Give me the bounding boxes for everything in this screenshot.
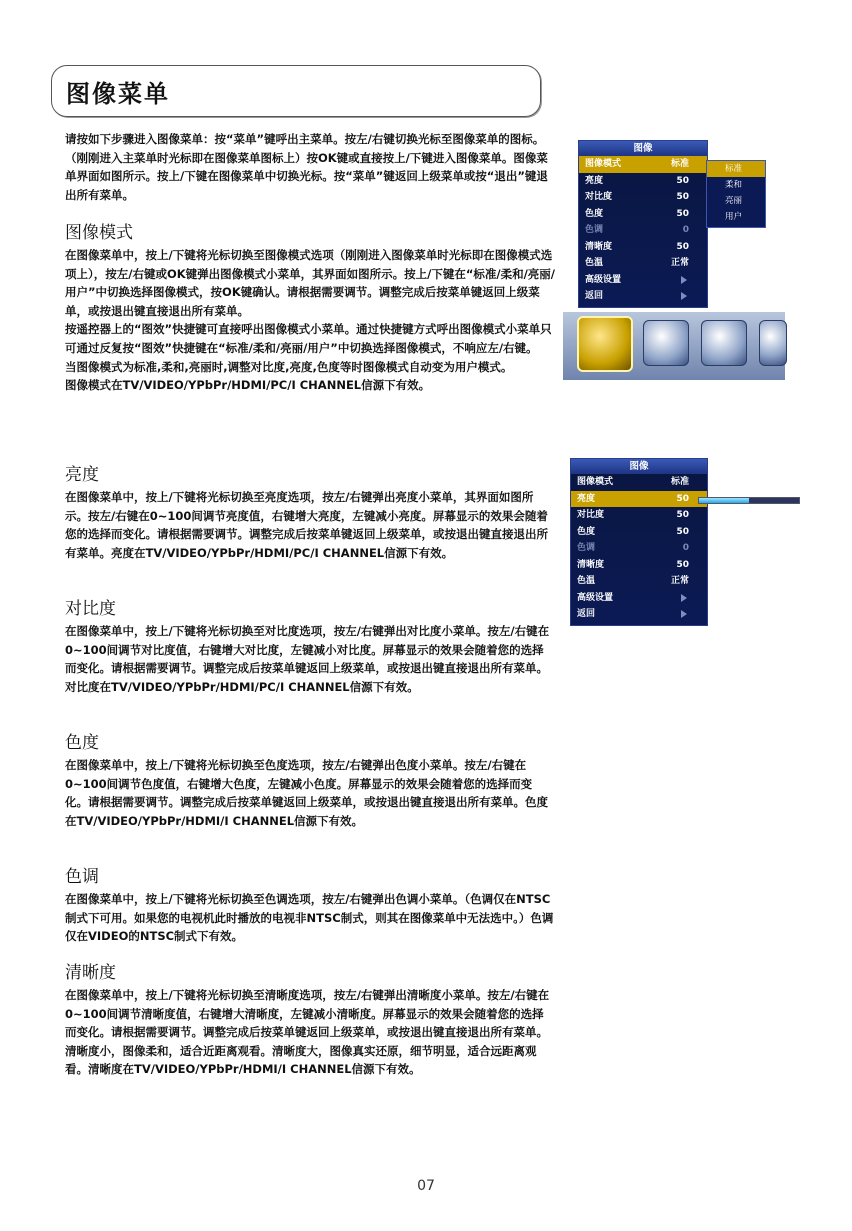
section-heading: 亮度: [65, 465, 99, 485]
menu-item-tint[interactable]: 色调 0: [585, 225, 689, 235]
section-paragraph: 在图像菜单中，按上/下键将光标切换至色调选项，按左/右键弹出色调小菜单。（色调仅在NTSC制式下可用。如果您的电视机此时播放的电视非NTSC制式，则其在图像菜单中无法选中。）色调仅在VIDEO的NTSC制式下有效。: [65, 892, 554, 944]
section-paragraph: 在图像菜单中，按上/下键将光标切换至亮度选项，按左/右键弹出亮度小菜单，其界面如图所示。按左/右键在0~100间调节亮度值，右键增大亮度，左键减小亮度。屏幕显示的效果会随着您的选择而变化。请根据需要调节。调整完成后按菜单键返回上级菜单，或按退出键直接退出所有菜单。亮度在TV/VIDEO/YPbPr/HDMI/PC/I CHANNEL信源下有效。: [65, 490, 548, 560]
menu-item-color[interactable]: 色度 50: [585, 208, 689, 219]
page-title: 图像菜单: [66, 79, 170, 108]
menu-item-picture-mode[interactable]: 图像模式 标准: [577, 477, 689, 487]
section-heading: 色度: [65, 733, 99, 753]
arrow-right-icon: [681, 292, 687, 300]
menu-item-color-temp[interactable]: 色温 正常: [585, 258, 689, 268]
section-paragraph: 在图像菜单中，按上/下键将光标切换至对比度选项，按左/右键弹出对比度小菜单。按左/右键在0~100间调节对比度值，右键增大对比度，左键减小对比度。屏幕显示的效果会随着您的选择而变化。请根据需要调节。调整完成后按菜单键返回上级菜单，或按退出键直接退出所有菜单。对比度在TV/VIDEO/YPbPr/HDMI/PC/I CHANNEL信源下有效。: [65, 624, 550, 694]
section-heading: 对比度: [65, 599, 116, 619]
brightness-slider[interactable]: [698, 497, 800, 504]
intro-text: 请按如下步骤进入图像菜单：按“菜单”键呼出主菜单。按左/右键切换光标至图像菜单的图标。（刚刚进入主菜单时光标即在图像菜单图标上）按OK键或直接按上/下键进入图像菜单。图像菜单界面如图所示。按上/下键在图像菜单中切换光标。按“菜单”键返回上级菜单或按“退出”键退出所有菜单。: [65, 132, 548, 202]
menu-item-back[interactable]: 返回: [579, 288, 707, 305]
section-paragraph: 当图像模式为标准,柔和,亮丽时,调整对比度,亮度,色度等时图像模式自动变为用户模式。: [65, 359, 513, 374]
menu-item-sharpness[interactable]: 清晰度 50: [577, 559, 689, 570]
picture-menu-brightness: [570, 458, 708, 626]
main-menu-icon-strip: [563, 312, 785, 380]
section-heading: 图像模式: [65, 223, 133, 243]
submenu-option-user[interactable]: 用户: [725, 212, 743, 222]
menu-item-color-temp[interactable]: 色温 正常: [577, 576, 689, 586]
setup-tools-icon[interactable]: [701, 320, 747, 366]
section-brightness: [65, 464, 555, 562]
section-sharpness: [65, 962, 555, 1079]
submenu-option-standard[interactable]: 标准: [707, 161, 765, 177]
section-paragraph: 图像模式在TV/VIDEO/YPbPr/HDMI/PC/I CHANNEL信源下有效。: [65, 378, 431, 393]
menu-title: 图像: [579, 141, 707, 156]
picture-tv-icon[interactable]: [577, 316, 633, 372]
submenu-option-soft[interactable]: 柔和: [725, 180, 743, 190]
section-paragraph: 按遥控器上的“图效”快捷键可直接呼出图像模式小菜单。通过快捷键方式呼出图像模式小菜单只可通过反复按“图效”快捷键在“标准/柔和/亮丽/用户”中切换选择图像模式，不响应左/右键。: [65, 322, 552, 355]
section-contrast: [65, 598, 555, 696]
submenu-option-bright[interactable]: 亮丽: [725, 196, 743, 206]
section-heading: 色调: [65, 867, 99, 887]
picture-menu-mode: [578, 140, 708, 308]
menu-item-back[interactable]: 返回: [571, 606, 707, 623]
sound-speaker-icon[interactable]: [643, 320, 689, 366]
menu-item-sharpness[interactable]: 清晰度 50: [585, 241, 689, 252]
section-paragraph: 在图像菜单中，按上/下键将光标切换至色度选项，按左/右键弹出色度小菜单。按左/右键在0~100间调节色度值，右键增大色度，左键减小色度。屏幕显示的效果会随着您的选择而变化。请根据需要调节。调整完成后按菜单键返回上级菜单，或按退出键直接退出所有菜单。色度在TV/VIDEO/YPbPr/HDMI/I CHANNEL信源下有效。: [65, 758, 548, 828]
page-title-box: [51, 65, 541, 117]
arrow-right-icon: [681, 276, 687, 284]
section-tint: [65, 866, 555, 946]
section-picture-mode: [65, 222, 555, 395]
menu-title: 图像: [571, 459, 707, 474]
menu-item-brightness[interactable]: 亮度 50: [571, 491, 707, 508]
menu-item-brightness[interactable]: 亮度 50: [585, 175, 689, 186]
menu-item-contrast[interactable]: 对比度 50: [577, 510, 689, 520]
intro-block: [65, 130, 555, 204]
section-saturation: [65, 732, 555, 830]
settings-wrench-icon[interactable]: [759, 320, 787, 366]
picture-mode-submenu: [706, 160, 766, 228]
brightness-slider-fill: [699, 498, 749, 503]
menu-item-advanced[interactable]: 高级设置: [579, 272, 707, 289]
section-paragraph: 在图像菜单中，按上/下键将光标切换至图像模式选项（刚刚进入图像菜单时光标即在图像模式选项上），按左/右键或OK键弹出图像模式小菜单，其界面如图所示。按上/下键在“标准/柔和/亮丽/用户”中切换选择图像模式，按OK键确认。请根据需要调节。调整完成后按菜单键返回上级菜单，或按退出键直接退出所有菜单。: [65, 248, 555, 318]
arrow-right-icon: [681, 610, 687, 618]
section-paragraph: 在图像菜单中，按上/下键将光标切换至清晰度选项，按左/右键弹出清晰度小菜单。按左/右键在0~100间调节清晰度值，右键增大清晰度，左键减小清晰度。屏幕显示的效果会随着您的选择而变化。请根据需要调节。调整完成后按菜单键返回上级菜单，或按退出键直接退出所有菜单。清晰度小，图像柔和，适合近距离观看。清晰度大，图像真实还原，细节明显，适合远距离观看。清晰度在TV/VIDEO/YPbPr/HDMI/I CHANNEL信源下有效。: [65, 988, 550, 1077]
section-heading: 清晰度: [65, 963, 116, 983]
menu-item-advanced[interactable]: 高级设置: [571, 590, 707, 607]
menu-item-tint[interactable]: 色调 0: [577, 543, 689, 553]
menu-item-picture-mode[interactable]: 图像模式 标准: [579, 156, 707, 173]
menu-item-color[interactable]: 色度 50: [577, 526, 689, 537]
arrow-right-icon: [681, 594, 687, 602]
page-number: 07: [417, 1178, 435, 1194]
menu-item-contrast[interactable]: 对比度 50: [585, 192, 689, 202]
